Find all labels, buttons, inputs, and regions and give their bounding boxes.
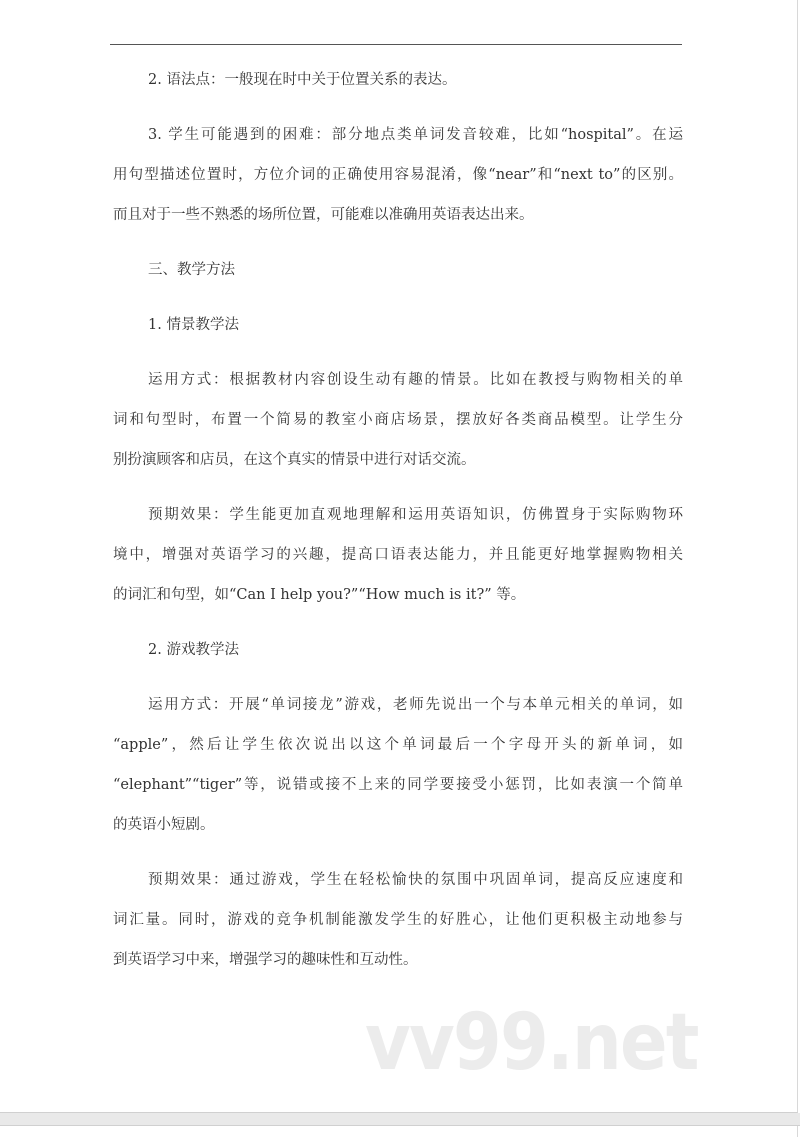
paragraph <box>113 685 683 845</box>
text-line: 而且对于一些不熟悉的场所位置，可能难以准确用英语表达出来。 <box>113 207 534 223</box>
next-page <box>0 1126 798 1137</box>
paragraph <box>113 60 683 100</box>
page-gap <box>0 1113 800 1126</box>
paragraph <box>113 305 683 345</box>
watermark: vv99.net <box>365 998 698 1088</box>
text-line: 预期效果：通过游戏，学生在轻松愉快的氛围中巩固单词，提高反应速度和 <box>148 872 683 888</box>
text-line: 运用方式：开展“单词接龙”游戏，老师先说出一个与本单元相关的单词，如 <box>148 697 683 713</box>
paragraph <box>113 495 683 615</box>
text-line: 到英语学习中来，增强学习的趣味性和互动性。 <box>113 952 418 968</box>
text-line: 1. 情景教学法 <box>148 317 239 333</box>
text-line: 2. 语法点：一般现在时中关于位置关系的表达。 <box>148 72 457 88</box>
text-line: 用句型描述位置时，方位介词的正确使用容易混淆，像“near”和“next to”的区别。 <box>113 167 683 183</box>
paragraph <box>113 360 683 480</box>
text-line: “elephant”“tiger”等，说错或接不上来的同学要接受小惩罚，比如表演一个简单 <box>113 777 683 793</box>
text-line: 词和句型时，布置一个简易的教室小商店场景，摆放好各类商品模型。让学生分 <box>113 412 683 428</box>
paragraph <box>113 860 683 980</box>
text-line: 3. 学生可能遇到的困难：部分地点类单词发音较难，比如“hospital”。在运 <box>148 127 683 143</box>
text-line: 三、教学方法 <box>148 262 235 278</box>
paragraph <box>113 250 683 290</box>
text-line: 的词汇和句型，如“Can I help you?”“How much is it?” 等。 <box>113 587 526 603</box>
paragraph <box>113 630 683 670</box>
text-line: 运用方式：根据教材内容创设生动有趣的情景。比如在教授与购物相关的单 <box>148 372 683 388</box>
text-line: 词汇量。同时，游戏的竞争机制能激发学生的好胜心，让他们更积极主动地参与 <box>113 912 683 928</box>
text-line: 别扮演顾客和店员，在这个真实的情景中进行对话交流。 <box>113 452 476 468</box>
text-line: 2. 游戏教学法 <box>148 642 239 658</box>
text-line: 的英语小短剧。 <box>113 817 215 833</box>
header-rule <box>110 44 682 45</box>
paragraph <box>113 115 683 235</box>
text-line: 境中，增强对英语学习的兴趣，提高口语表达能力，并且能更好地掌握购物相关 <box>113 547 683 563</box>
text-line: 预期效果：学生能更加直观地理解和运用英语知识，仿佛置身于实际购物环 <box>148 507 683 523</box>
document-body <box>113 60 683 995</box>
text-line: “apple”，然后让学生依次说出以这个单词最后一个字母开头的新单词，如 <box>113 737 683 753</box>
